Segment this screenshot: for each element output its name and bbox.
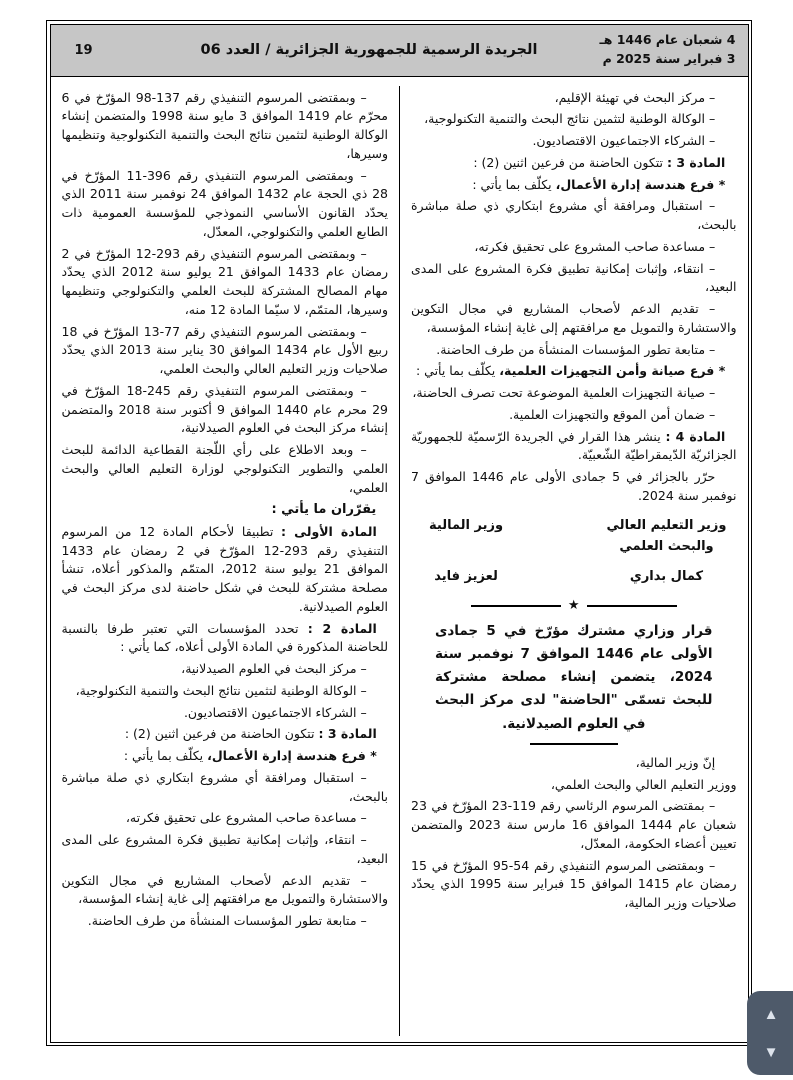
article-text: يكلّف بما يأتي : — [415, 363, 500, 379]
article-text: تحدد المؤسسات التي تعتبر طرفا بالنسبة للحاضنة المذكورة في المادة الأولى أعلاه، كما يأتي : — [61, 620, 388, 655]
branch-heading — [411, 362, 737, 381]
paragraph: – تقديم الدعم لأصحاب المشاريع في مجال التكوين والاستشارة والتمويل مع مرافقتهم إلى غاية إنشاء المؤسسة، — [61, 872, 388, 907]
article-text: تتكون الحاضنة من فرعين اثنين (2) : — [124, 726, 319, 742]
paragraph: – وبمقتضى المرسوم التنفيذي رقم 137-98 المؤرّخ في 6 محرّم عام 1419 الموافق 3 مايو سنة 1998 والمتضمن إنشاء الوكالة الوطنية لتثمين نتائج البحث والتنمية التكنولوجية وتنظيمها وسيرها، — [61, 89, 388, 161]
header-date-gregorian: 3 فبراير سنة 2025 م — [602, 51, 736, 66]
minister-name: لعزيز فايد — [434, 568, 498, 584]
paragraph: – متابعة تطور المؤسسات المنشأة من طرف الحاضنة. — [87, 913, 367, 928]
signature-block — [411, 510, 737, 590]
paragraph: – وبمقتضى المرسوم التنفيذي رقم 245-18 المؤرّخ في 29 محرم عام 1440 الموافق 9 أكتوبر سنة 2018 والمتضمن إنشاء مركز البحث في العلوم الصيدلانية، — [61, 382, 388, 436]
branch-heading — [62, 747, 389, 766]
page-frame-inner — [50, 24, 749, 1043]
heading-rule — [530, 743, 618, 745]
minister-title: والبحث العلمي — [619, 538, 714, 554]
article-paragraph — [62, 620, 389, 658]
header-dates — [599, 31, 739, 69]
paragraph: – مركز البحث في تهيئة الإقليم، — [554, 89, 716, 105]
article-text: تتكون الحاضنة من فرعين اثنين (2) : — [473, 154, 667, 170]
gazette-header — [51, 25, 748, 77]
article-text: يكلّف بما يأتي : — [123, 748, 208, 763]
branch-lead: * فرع هندسة إدارة الأعمال، — [207, 748, 377, 763]
paragraph: – الشركاء الاجتماعيون الاقتصاديون. — [183, 704, 367, 720]
paragraph: – استقبال ومرافقة أي مشروع ابتكاري ذي صلة مباشرة بالبحث، — [411, 198, 737, 232]
paragraph: – متابعة تطور المؤسسات المنشأة من طرف الحاضنة. — [436, 341, 716, 357]
separator-line — [587, 605, 677, 607]
paragraph: – تقديم الدعم لأصحاب المشاريع في مجال التكوين والاستشارة والتمويل مع مرافقتهم إلى غاية إنشاء المؤسسة، — [411, 301, 737, 335]
page-frame — [46, 20, 752, 1046]
star-separator — [411, 597, 737, 613]
paragraph: إنّ وزير المالية، — [635, 754, 716, 770]
gazette-title: الجريدة الرسمية للجمهورية الجزائرية / العدد 06 — [200, 42, 538, 58]
scroll-widget[interactable] — [747, 991, 793, 1075]
article-lead: المادة 2 : — [307, 620, 377, 636]
paragraph: ووزير التعليم العالي والبحث العلمي، — [550, 776, 737, 792]
minister-name: كمال بداري — [629, 569, 704, 585]
column-left — [62, 86, 400, 1036]
paragraph: – صيانة التجهيزات العلمية الموضوعة تحت تصرف الحاضنة، — [412, 385, 716, 400]
article-lead: المادة 4 : — [665, 428, 726, 444]
article-lead: المادة الأولى : — [281, 523, 377, 539]
paragraph: – استقبال ومرافقة أي مشروع ابتكاري ذي صلة مباشرة بالبحث، — [61, 769, 388, 804]
article-text: تطبيقا لأحكام المادة 12 من المرسوم التنفيذي رقم 293-12 المؤرّخ في 2 رمضان عام 1433 الموافق 21 يوليو سنة 2012، المتمّم والمذكور أعلاه، تنشأ مصلحة مشتركة للبحث في شكل حاضنة لدى مركز البحث في العلوم الصيدلانية. — [61, 523, 389, 614]
star-icon: ★ — [567, 597, 580, 613]
paragraph: – الوكالة الوطنية لتثمين نتائج البحث والتنمية التكنولوجية، — [424, 111, 716, 127]
decree-title: قرار وزاري مشترك مؤرّخ في 5 جمادى الأولى عام 1446 الموافق 7 نوفمبر سنة 2024، يتضمن إنشاء مصلحة مشتركة للبحث تسمّى "الحاضنة" لدى مركز البحث في العلوم الصيدلانية. — [435, 622, 713, 732]
paragraph: حرّر بالجزائر في 5 جمادى الأولى عام 1446 الموافق 7 نوفمبر سنة 2024. — [411, 469, 737, 503]
paragraph: – انتقاء، وإثبات إمكانية تطبيق فكرة المشروع على المدى البعيد، — [61, 832, 388, 866]
article-lead: المادة 3 : — [666, 154, 726, 170]
paragraph: – ضمان أمن الموقع والتجهيزات العلمية. — [509, 406, 716, 422]
paragraph: – بمقتضى المرسوم الرئاسي رقم 119-23 المؤرّخ في 23 شعبان عام 1444 الموافق 16 مارس سنة 2023 والمتضمن تعيين أعضاء الحكومة، المعدّل، — [411, 798, 737, 851]
branch-heading — [411, 176, 737, 195]
paragraph: – مساعدة صاحب المشروع على تحقيق فكرته، — [125, 810, 367, 826]
article-paragraph — [62, 725, 389, 744]
header-date-hijri: 4 شعبان عام 1446 هـ — [599, 32, 736, 48]
document-body — [51, 77, 748, 1042]
minister-signature-finance — [429, 515, 503, 588]
article-paragraph — [62, 523, 389, 617]
branch-lead: * فرع هندسة إدارة الأعمال، — [555, 176, 726, 192]
article-paragraph — [411, 428, 737, 466]
article-text: ينشر هذا القرار في الجريدة الرّسميّة للجمهوريّة الجزائريّة الدّيمقراطيّة الشّعبيّة. — [411, 428, 737, 463]
minister-signature-higher-education — [607, 515, 727, 588]
minister-title: وزير التعليم العالي — [606, 517, 727, 533]
paragraph: – وبمقتضى المرسوم التنفيذي رقم 54-95 المؤرّخ في 15 رمضان عام 1415 الموافق 15 فبراير سنة 1995 الذي يحدّد صلاحيات وزير المالية، — [411, 857, 737, 911]
paragraph: – وبمقتضى المرسوم التنفيذي رقم 293-12 المؤرّخ في 2 رمضان عام 1433 الموافق 21 يوليو سنة 2012 الذي يحدّد مهام المصالح المشتركة للبحث العلمي والتكنولوجي وتنظيمها وسيرها، المتمّم، لا سيّما المادة 12 منه، — [61, 245, 389, 317]
page-number: 19 — [74, 42, 93, 58]
scroll-down-icon[interactable]: ▼ — [763, 1043, 779, 1061]
paragraph: – الوكالة الوطنية لتثمين نتائج البحث والتنمية التكنولوجية، — [75, 682, 367, 698]
paragraph: – مركز البحث في العلوم الصيدلانية، — [181, 661, 367, 676]
decision-formula: يقرّران ما يأتي : — [271, 502, 377, 518]
paragraph: – وبمقتضى المرسوم التنفيذي رقم 77-13 المؤرّخ في 18 ربيع الأول عام 1434 الموافق 30 يناير سنة 2013 الذي يحدّد صلاحيات وزير التعليم العالي والبحث العلمي، — [61, 323, 389, 376]
scroll-up-icon[interactable]: ▲ — [763, 1005, 779, 1023]
article-lead: المادة 3 : — [318, 726, 377, 742]
article-paragraph — [411, 154, 737, 173]
paragraph: – وبمقتضى المرسوم التنفيذي رقم 396-11 المؤرّخ في 28 ذي الحجة عام 1432 الموافق 24 نوفمبر سنة 2011 الذي يحدّد القانون الأساسي النموذجي للمؤسسة العمومية ذات الطابع العلمي والتكنولوجي، المعدّل، — [61, 167, 388, 239]
paragraph: – مساعدة صاحب المشروع على تحقيق فكرته، — [474, 238, 716, 254]
paragraph: – الشركاء الاجتماعيون الاقتصاديون. — [532, 133, 716, 148]
branch-lead: * فرع صيانة وأمن التجهيزات العلمية، — [499, 363, 726, 379]
paragraph: – وبعد الاطلاع على رأي اللّجنة القطاعية الدائمة للبحث العلمي والتطوير التكنولوجي لوزارة التعليم العالي والبحث العلمي، — [61, 442, 388, 495]
separator-line — [471, 605, 561, 607]
column-right — [399, 86, 737, 1036]
minister-title: وزير المالية — [429, 517, 504, 533]
paragraph: – انتقاء، وإثبات إمكانية تطبيق فكرة المشروع على المدى البعيد، — [411, 260, 737, 295]
article-text: يكلّف بما يأتي : — [472, 176, 556, 192]
